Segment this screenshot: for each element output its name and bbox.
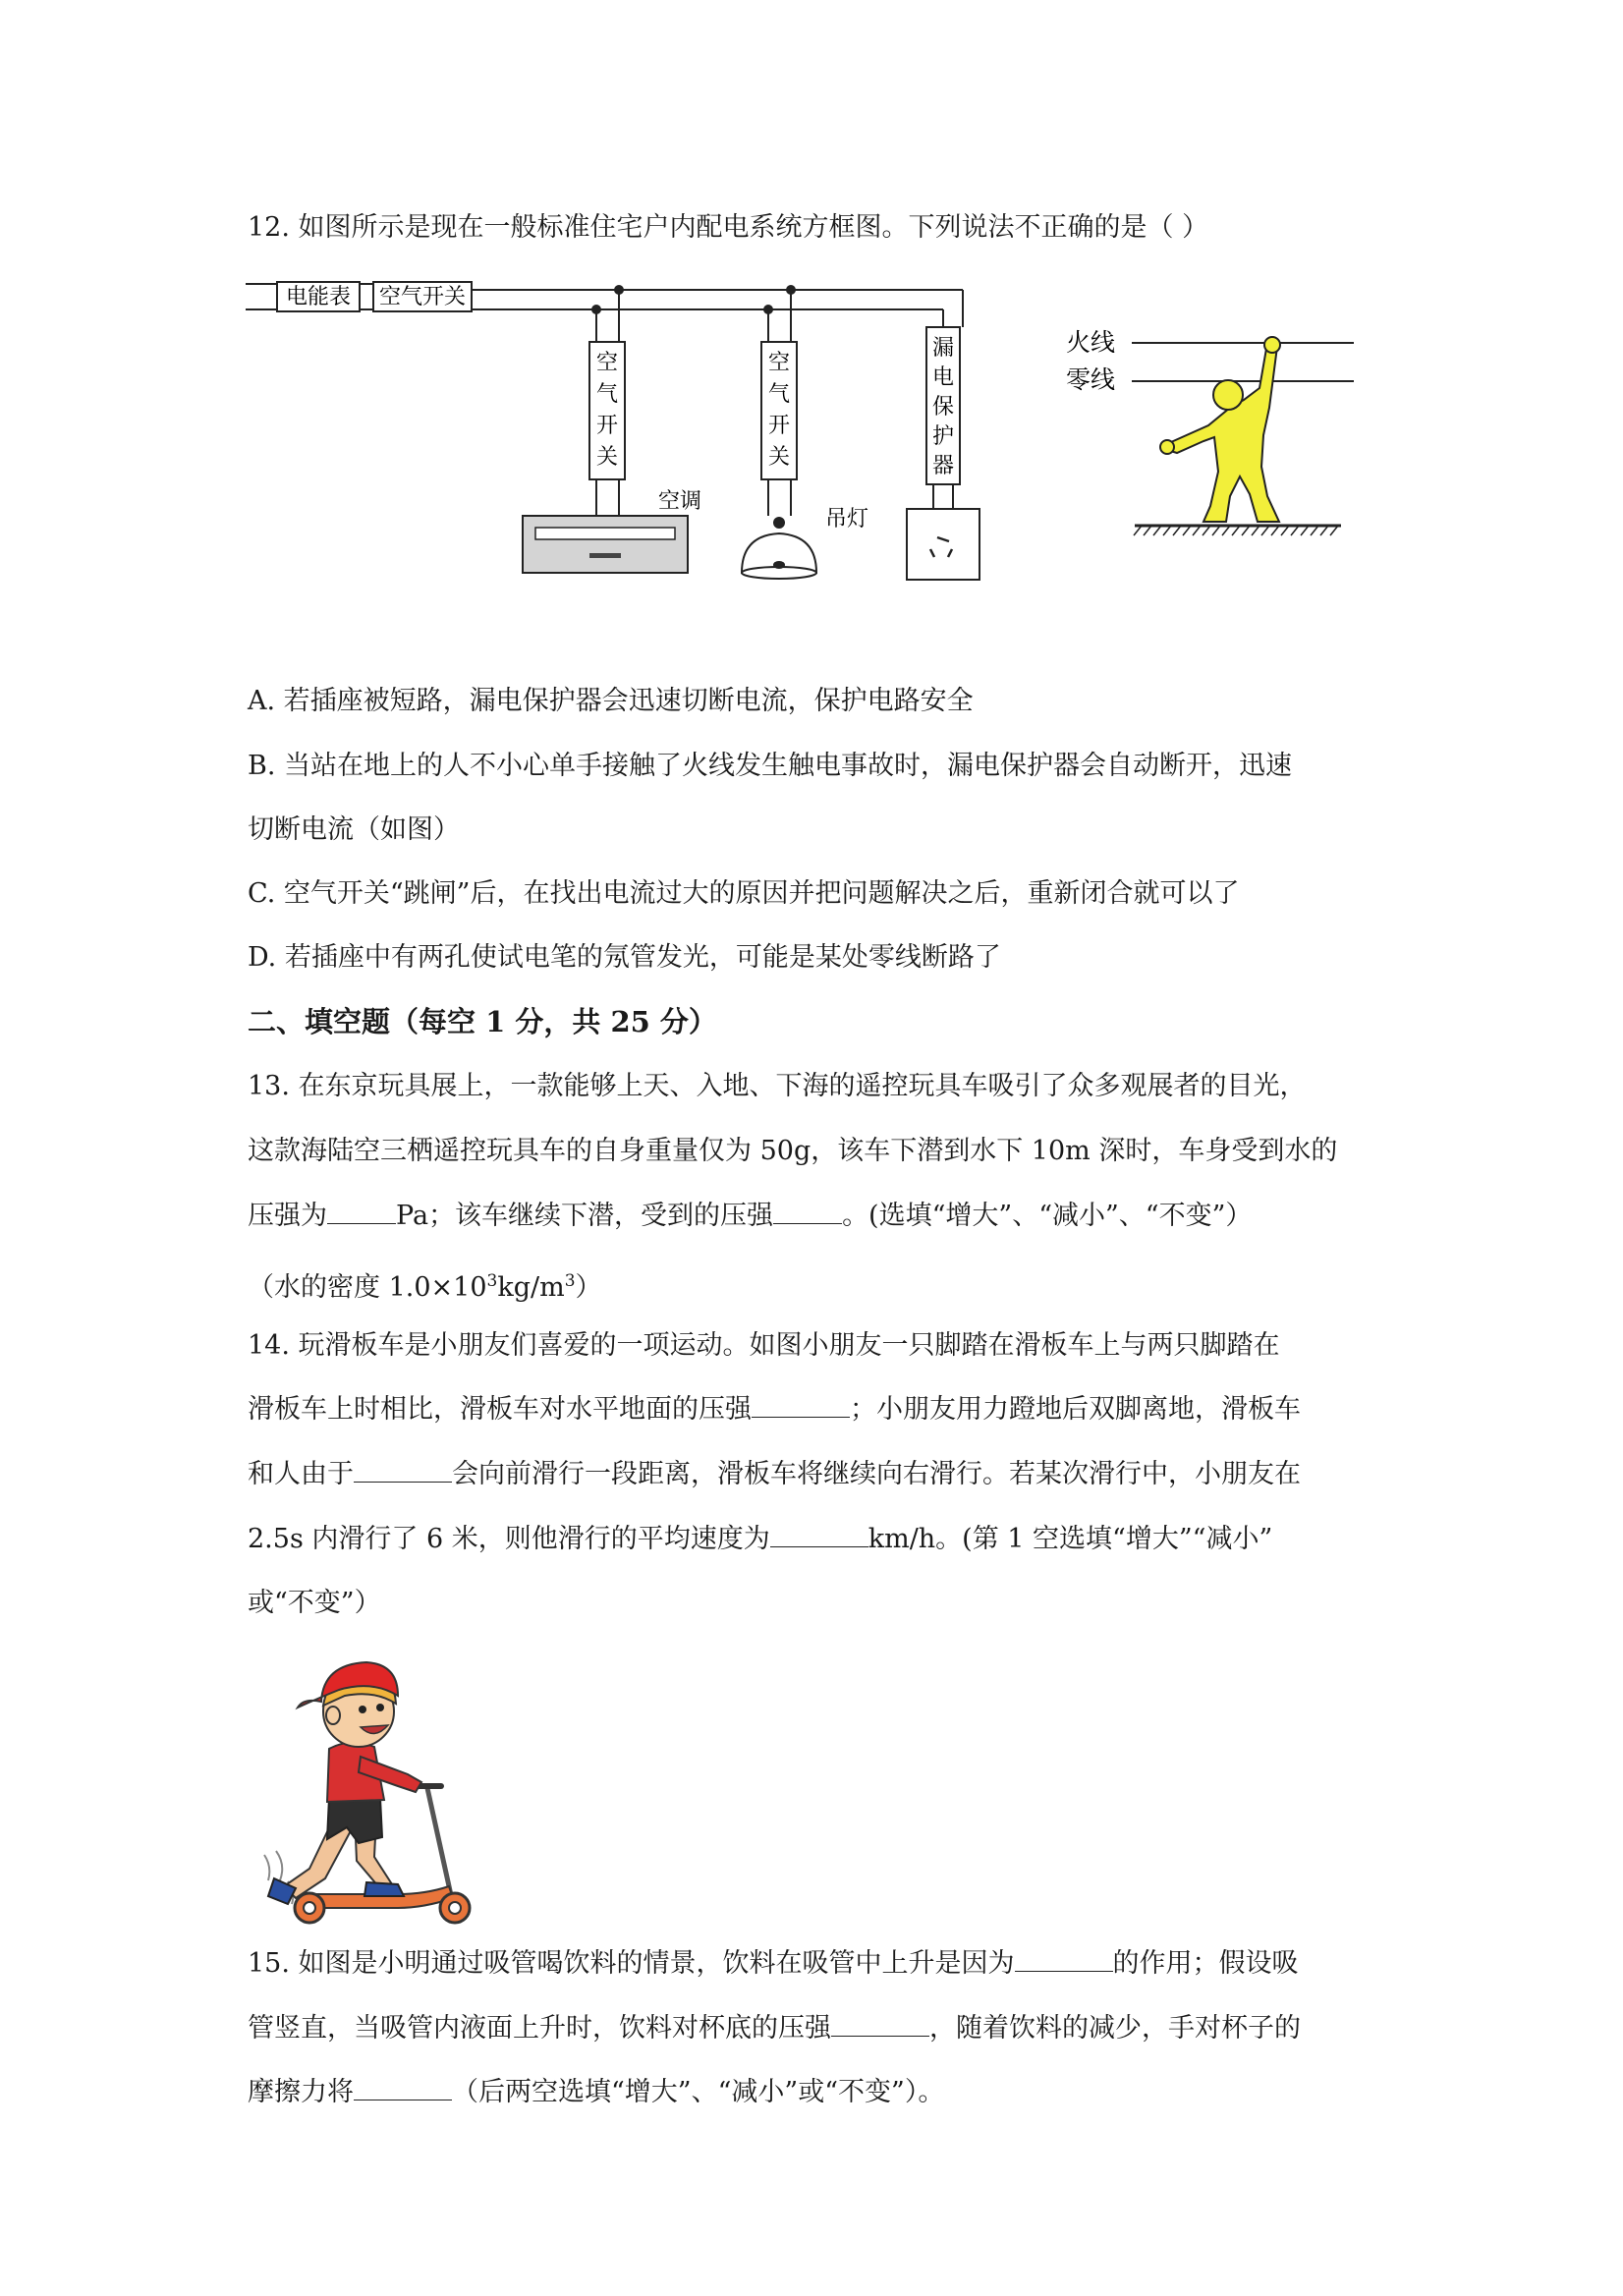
q13-blank-1[interactable] bbox=[327, 1198, 396, 1224]
breaker-2-char-3: 开 bbox=[767, 414, 791, 438]
child-on-scooter-illustration bbox=[251, 1651, 486, 1930]
q12-option-b-line2: 切断电流（如图） bbox=[248, 814, 460, 845]
main-breaker-label: 空气开关 bbox=[378, 285, 467, 309]
pendant-lamp-icon bbox=[742, 517, 816, 579]
lamp-label: 吊灯 bbox=[825, 507, 869, 532]
q15-blank-3[interactable] bbox=[354, 2074, 452, 2100]
q15-line2-text-b: ，随着饮料的减少，手对杯子的 bbox=[929, 2013, 1301, 2044]
q15-line3 bbox=[248, 2073, 944, 2112]
q13-blank-2[interactable] bbox=[773, 1198, 842, 1224]
q13-density-text-a: （水的密度 1.0×10 bbox=[248, 1272, 487, 1303]
protector-char-2: 电 bbox=[931, 365, 955, 390]
q15-blank-2[interactable] bbox=[831, 2010, 929, 2037]
q13-line3-text-c: 。(选填“增大”、“减小”、“不变”） bbox=[842, 1201, 1253, 1231]
q15-line3-text-b: （后两空选填“增大”、“减小”或“不变”）。 bbox=[452, 2077, 945, 2107]
q14-line2-text-a: 滑板车上时相比，滑板车对水平地面的压强 bbox=[248, 1394, 752, 1425]
q14-line3-text-b: 会向前滑行一段距离，滑板车将继续向右滑行。若某次滑行中，小朋友在 bbox=[452, 1459, 1301, 1489]
q14-line2-text-b: ；小朋友用力蹬地后双脚离地，滑板车 bbox=[850, 1394, 1301, 1425]
q14-line5: 或“不变”） bbox=[248, 1588, 381, 1618]
protector-char-1: 漏 bbox=[931, 336, 955, 361]
q14-line2 bbox=[248, 1390, 1301, 1429]
air-conditioner-icon bbox=[523, 516, 688, 573]
q13-line3-text-b: Pa；该车继续下潜，受到的压强 bbox=[396, 1201, 774, 1231]
q14-line1: 14. 玩滑板车是小朋友们喜爱的一项运动。如图小朋友一只脚踏在滑板车上与两只脚踏在 bbox=[248, 1330, 1280, 1361]
protector-char-3: 保 bbox=[931, 395, 955, 420]
q13-line4 bbox=[248, 1261, 602, 1308]
q13-line3-text-a: 压强为 bbox=[248, 1201, 327, 1231]
breaker-1-char-3: 开 bbox=[595, 414, 619, 438]
q15-line1-text-b: 的作用；假设吸 bbox=[1112, 1948, 1299, 1979]
breaker-1-char-2: 气 bbox=[595, 382, 619, 407]
neutral-wire-label: 零线 bbox=[1066, 365, 1116, 394]
q15-line2 bbox=[248, 2009, 1301, 2048]
q12-option-b-line1: B. 当站在地上的人不小心单手接触了火线发生触电事故时，漏电保护器会自动断开，迅速 bbox=[248, 751, 1293, 781]
shocked-person-icon bbox=[1160, 337, 1280, 522]
section-fill-in-blanks-heading: 二、填空题（每空 1 分，共 25 分） bbox=[248, 1005, 717, 1038]
q13-line1: 13. 在东京玩具展上，一款能够上天、入地、下海的遥控玩具车吸引了众多观展者的目光， bbox=[248, 1071, 1307, 1101]
q12-stem: 12. 如图所示是现在一般标准住宅户内配电系统方框图。下列说法不正确的是（ ） bbox=[248, 212, 1209, 243]
ac-label: 空调 bbox=[657, 489, 702, 514]
q14-line3-text-a: 和人由于 bbox=[248, 1459, 354, 1489]
live-wire-label: 火线 bbox=[1066, 328, 1116, 357]
q13-density-exponent: 3 bbox=[486, 1271, 498, 1291]
protector-char-4: 护 bbox=[931, 424, 955, 449]
q13-line3 bbox=[248, 1197, 1252, 1236]
q14-line3 bbox=[248, 1455, 1301, 1494]
q15-line1-text-a: 15. 如图是小明通过吸管喝饮料的情景，饮料在吸管中上升是因为 bbox=[248, 1948, 1015, 1979]
q14-line4-text-a: 2.5s 内滑行了 6 米，则他滑行的平均速度为 bbox=[248, 1524, 770, 1554]
socket-icon bbox=[907, 509, 979, 580]
q13-density-unit: kg/m bbox=[497, 1272, 565, 1303]
electric-shock-illustration bbox=[1061, 319, 1366, 549]
q13-density-text-c: ） bbox=[575, 1272, 602, 1303]
q13-line2: 这款海陆空三栖遥控玩具车的自身重量仅为 50g，该车下潜到水下 10m 深时，车身受到水的 bbox=[248, 1136, 1338, 1166]
q14-blank-3[interactable] bbox=[770, 1521, 868, 1547]
q14-blank-2[interactable] bbox=[354, 1456, 452, 1483]
q12-option-a: A. 若插座被短路，漏电保护器会迅速切断电流，保护电路安全 bbox=[248, 686, 974, 716]
q14-line4 bbox=[248, 1520, 1272, 1559]
q14-line4-text-b: km/h。(第 1 空选填“增大”“减小” bbox=[867, 1524, 1273, 1554]
q15-line3-text-a: 摩擦力将 bbox=[248, 2077, 354, 2107]
q15-blank-1[interactable] bbox=[1015, 1945, 1113, 1972]
q13-density-unit-exponent: 3 bbox=[564, 1271, 576, 1291]
child-icon bbox=[268, 1662, 421, 1904]
breaker-2-char-2: 气 bbox=[767, 382, 791, 407]
q15-line1 bbox=[248, 1944, 1299, 1984]
breaker-2-char-4: 关 bbox=[767, 445, 791, 470]
q12-option-d: D. 若插座中有两孔使试电笔的氖管发光，可能是某处零线断路了 bbox=[248, 942, 1001, 973]
breaker-2-char-1: 空 bbox=[767, 351, 791, 375]
q14-blank-1[interactable] bbox=[752, 1391, 850, 1418]
q15-line2-text-a: 管竖直，当吸管内液面上升时，饮料对杯底的压强 bbox=[248, 2013, 831, 2044]
protector-char-5: 器 bbox=[931, 454, 955, 478]
distribution-circuit-diagram bbox=[246, 270, 992, 598]
q12-option-c: C. 空气开关“跳闸”后，在找出电流过大的原因并把问题解决之后，重新闭合就可以了 bbox=[248, 878, 1240, 909]
breaker-1-char-4: 关 bbox=[595, 445, 619, 470]
meter-label: 电能表 bbox=[285, 285, 352, 309]
breaker-1-char-1: 空 bbox=[595, 351, 619, 375]
